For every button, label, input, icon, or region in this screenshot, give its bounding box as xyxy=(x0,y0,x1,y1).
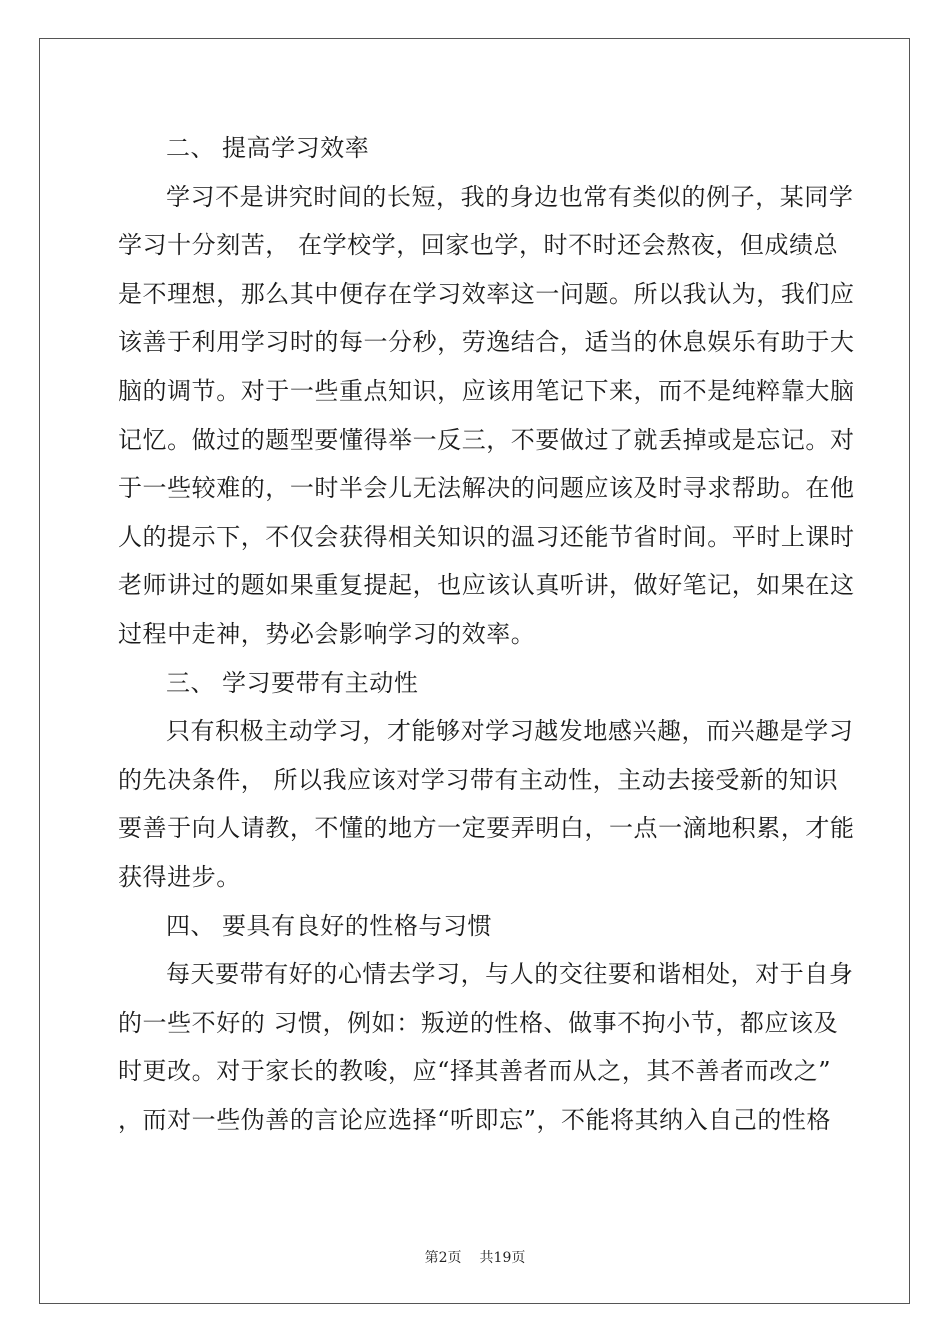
section-heading xyxy=(118,659,834,708)
paragraph-line: 脑的调节。对于一些重点知识，应该用笔记下来，而不是纯粹靠大脑 xyxy=(118,376,855,405)
paragraph xyxy=(118,950,854,1144)
paragraph-line: 时更改。对于家长的教唆，应“择其善者而从之，其不善者而改之” xyxy=(118,1057,832,1086)
paragraph-line: 老师讲过的题如果重复提起，也应该认真听讲，做好笔记，如果在这 xyxy=(118,571,855,600)
paragraph-line: 该善于利用学习时的每一分秒，劳逸结合，适当的休息娱乐有助于大 xyxy=(118,328,855,357)
section-number: 三、 xyxy=(166,668,216,697)
paragraph-line: 过程中走神，势必会影响学习的效率。 xyxy=(118,619,536,648)
paragraph-line: 只有积极主动学习，才能够对学习越发地感兴趣，而兴趣是学习 xyxy=(166,717,854,746)
section-title: 学习要带有主动性 xyxy=(222,668,419,697)
section-number: 二、 xyxy=(166,134,216,162)
page-number: 第2页 xyxy=(424,1250,462,1266)
paragraph-line: 记忆。做过的题型要懂得举一反三，不要做过了就丢掉或是忘记。对 xyxy=(118,425,855,454)
section-heading xyxy=(118,124,834,173)
paragraph-line: 学习十分刻苦， 在学校学，回家也学，时不时还会熬夜，但成绩总 xyxy=(118,231,839,260)
paragraph-line: ，而对一些伪善的言论应选择“听即忘”，不能将其纳入自己的性格 xyxy=(118,1105,832,1134)
section-title: 要具有良好的性格与习惯 xyxy=(222,911,493,940)
section-title: 提高学习效率 xyxy=(222,134,370,162)
section-heading xyxy=(118,902,834,951)
paragraph-line: 每天要带有好的心情去学习，与人的交往要和谐相处，对于自身 xyxy=(166,960,854,989)
document-body xyxy=(118,124,855,1144)
paragraph-line: 要善于向人请教，不懂的地方一定要弄明白，一点一滴地积累，才能 xyxy=(118,814,855,843)
paragraph-line: 获得进步。 xyxy=(118,862,241,891)
paragraph-line: 的一些不好的 习惯，例如：叛逆的性格、做事不拘小节，都应该及 xyxy=(118,1008,839,1037)
paragraph-line: 是不理想，那么其中便存在学习效率这一问题。所以我认为，我们应 xyxy=(118,279,855,308)
paragraph-line: 于一些较难的，一时半会儿无法解决的问题应该及时寻求帮助。在他 xyxy=(118,474,855,503)
paragraph-line: 的先决条件， 所以我应该对学习带有主动性，主动去接受新的知识 xyxy=(118,765,839,794)
section-number: 四、 xyxy=(166,911,216,940)
paragraph xyxy=(118,707,855,901)
paragraph-line: 学习不是讲究时间的长短，我的身边也常有类似的例子，某同学 xyxy=(166,182,854,211)
paragraph-line: 人的提示下，不仅会获得相关知识的温习还能节省时间。平时上课时 xyxy=(118,522,855,551)
page-footer xyxy=(0,1247,950,1267)
paragraph xyxy=(118,173,855,659)
page-total: 共19页 xyxy=(479,1250,526,1266)
